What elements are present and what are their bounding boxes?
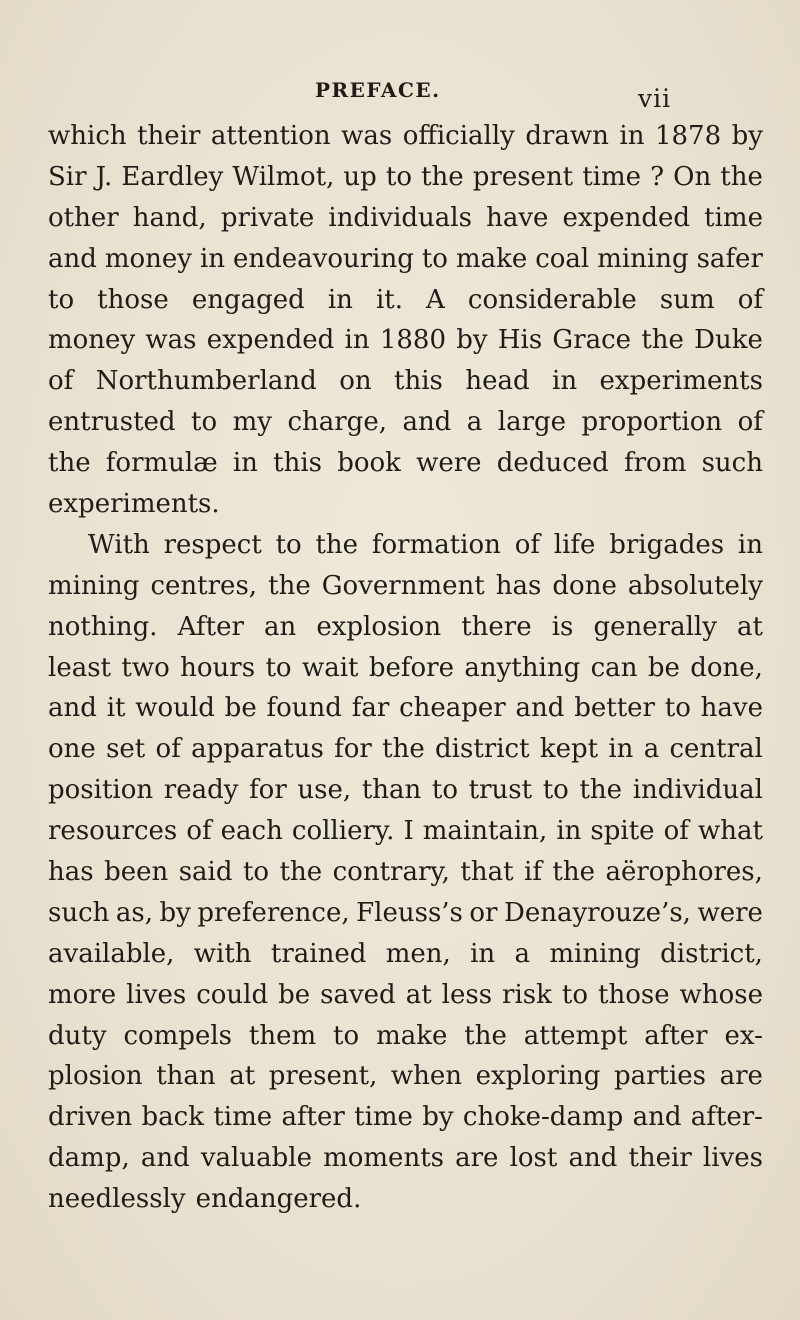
word: are xyxy=(455,1143,499,1174)
word: apparatus xyxy=(191,734,324,765)
word: other xyxy=(48,202,119,233)
word: expended xyxy=(206,325,335,356)
word: endeavouring xyxy=(233,243,414,274)
word: of xyxy=(155,734,181,765)
word: considerable xyxy=(467,284,637,315)
word: in xyxy=(327,284,353,315)
text-line xyxy=(48,525,763,566)
word: with xyxy=(193,938,252,969)
word: district, xyxy=(660,938,763,969)
word: be xyxy=(224,693,257,724)
word: those xyxy=(598,979,670,1010)
word: Sir xyxy=(48,161,87,192)
word: in xyxy=(556,816,582,847)
text-line xyxy=(48,116,763,157)
word: the xyxy=(579,775,623,806)
word: such xyxy=(48,897,110,928)
word: the xyxy=(464,1020,507,1051)
word: those xyxy=(97,284,169,315)
word: said xyxy=(178,857,233,888)
word: plosion xyxy=(48,1061,143,1092)
word: that xyxy=(460,857,514,888)
word: present xyxy=(472,161,574,192)
word: needlessly xyxy=(48,1184,186,1215)
word: on xyxy=(339,366,372,397)
word: endangered. xyxy=(195,1184,362,1215)
word: than xyxy=(156,1061,216,1092)
word: deduced xyxy=(496,448,609,479)
word: formulæ xyxy=(105,448,218,479)
word: ready xyxy=(163,775,239,806)
word: the xyxy=(268,570,311,601)
text-line xyxy=(48,443,763,484)
word: in xyxy=(199,243,226,274)
word: this xyxy=(273,448,322,479)
word: expended xyxy=(562,202,691,233)
word: one xyxy=(48,734,96,765)
text-line xyxy=(48,975,763,1016)
word: Fleuss’s xyxy=(356,897,463,928)
word: of xyxy=(737,407,763,438)
word: done, xyxy=(690,652,763,683)
word: Eardley xyxy=(121,161,224,192)
word: a xyxy=(643,734,660,765)
word: preference, xyxy=(197,897,350,928)
word: least xyxy=(48,652,111,683)
word: than xyxy=(361,775,422,806)
word: and xyxy=(48,693,97,724)
word: at xyxy=(405,979,432,1010)
word: set xyxy=(106,734,146,765)
word: the xyxy=(720,161,763,192)
word: central xyxy=(669,734,763,765)
word: be xyxy=(278,979,311,1010)
word: of xyxy=(186,816,212,847)
word: by xyxy=(422,1102,454,1133)
word: centres, xyxy=(150,570,258,601)
word: to xyxy=(191,407,218,438)
word: for xyxy=(334,734,372,765)
word: time xyxy=(704,202,763,233)
word: a xyxy=(514,938,531,969)
word: His xyxy=(497,325,543,356)
word: when xyxy=(390,1061,463,1092)
word: before xyxy=(368,652,454,683)
word: have xyxy=(700,693,763,724)
text-line xyxy=(48,770,763,811)
word: in xyxy=(737,529,763,560)
word: wait xyxy=(301,652,359,683)
word: money xyxy=(48,325,136,356)
word: officially xyxy=(402,121,515,151)
word: brigades xyxy=(609,529,725,560)
word: of xyxy=(663,816,689,847)
text-line xyxy=(48,852,763,893)
word: done xyxy=(552,570,617,601)
word: and xyxy=(632,1102,682,1133)
word: after xyxy=(281,1102,345,1133)
word: the xyxy=(48,448,91,479)
word: present, xyxy=(268,1061,378,1092)
word: to xyxy=(664,693,691,724)
word: available, xyxy=(48,938,175,969)
word: after xyxy=(644,1020,708,1051)
word: to xyxy=(542,775,569,806)
word: in xyxy=(344,325,370,356)
word: and xyxy=(48,243,97,274)
word: the xyxy=(315,529,359,560)
word: this xyxy=(394,366,443,397)
text-line xyxy=(48,934,763,975)
word: use, xyxy=(297,775,352,806)
word: time xyxy=(582,161,642,192)
word: them xyxy=(248,1020,317,1051)
word: duty xyxy=(48,1020,107,1051)
word: and xyxy=(515,693,565,724)
word: nothing. xyxy=(48,611,158,642)
word: maintain, xyxy=(422,816,548,847)
word: district xyxy=(435,734,530,765)
word: entrusted xyxy=(48,407,176,438)
word: at xyxy=(229,1061,256,1092)
word: their xyxy=(137,121,201,151)
word: individual xyxy=(632,775,763,806)
text-line xyxy=(48,688,763,729)
text-line xyxy=(48,198,763,239)
word: Grace xyxy=(552,325,632,356)
word: ex- xyxy=(724,1020,763,1051)
word: what xyxy=(697,816,763,847)
word: valuable xyxy=(200,1143,312,1174)
word: to xyxy=(421,243,448,274)
word: On xyxy=(673,161,712,192)
word: formation xyxy=(371,529,501,560)
word: by xyxy=(456,325,488,356)
word: was xyxy=(341,121,393,151)
word: in xyxy=(470,938,496,969)
word: sum xyxy=(659,284,715,315)
word: Denayrouze’s, xyxy=(503,897,691,928)
word: spite xyxy=(590,816,655,847)
word: the xyxy=(421,161,464,192)
word: been xyxy=(104,857,169,888)
word: position xyxy=(48,775,154,806)
text-line xyxy=(48,566,763,607)
text-line xyxy=(48,402,763,443)
word: the xyxy=(279,857,323,888)
text-line xyxy=(48,157,763,198)
word: safer xyxy=(696,243,763,274)
word: can xyxy=(590,652,638,683)
word: of xyxy=(48,366,74,397)
word: to xyxy=(48,284,75,315)
word: to xyxy=(431,775,459,806)
word: the xyxy=(552,857,596,888)
word: found xyxy=(266,693,342,724)
word: to xyxy=(561,979,588,1010)
word: make xyxy=(376,1020,448,1051)
word: engaged xyxy=(191,284,305,315)
word: be xyxy=(647,652,680,683)
word: which xyxy=(48,121,127,151)
body-text xyxy=(48,116,763,1220)
word: large xyxy=(497,407,567,438)
word: an xyxy=(264,611,297,642)
word: drawn xyxy=(525,121,609,151)
word: to xyxy=(265,652,292,683)
word: attention xyxy=(210,121,331,151)
word: individuals xyxy=(328,202,472,233)
word: and xyxy=(402,407,452,438)
word: Northumberland xyxy=(95,366,317,397)
text-line xyxy=(48,1097,763,1138)
text-line xyxy=(48,1138,763,1179)
word: experiments xyxy=(599,366,763,397)
word: is xyxy=(551,611,574,642)
word: compels xyxy=(123,1020,232,1051)
word: to xyxy=(385,161,412,192)
word: trust xyxy=(468,775,533,806)
word: would xyxy=(135,693,215,724)
word: were xyxy=(416,448,482,479)
word: in xyxy=(552,366,578,397)
word: and xyxy=(568,1143,618,1174)
word: has xyxy=(495,570,542,601)
word: to xyxy=(333,1020,360,1051)
text-line xyxy=(48,361,763,402)
running-title: PREFACE. xyxy=(315,78,441,102)
word: was xyxy=(145,325,197,356)
word: mining xyxy=(549,938,641,969)
text-line xyxy=(48,893,763,934)
word: to xyxy=(242,857,270,888)
word: ? xyxy=(650,161,665,192)
word: colliery. xyxy=(291,816,395,847)
word: 1878 xyxy=(654,121,722,151)
text-line xyxy=(48,607,763,648)
word: each xyxy=(220,816,283,847)
word: moments xyxy=(323,1143,444,1174)
text-line xyxy=(48,1016,763,1057)
word: the xyxy=(382,734,425,765)
word: time xyxy=(354,1102,413,1133)
word: far xyxy=(351,693,390,724)
running-head xyxy=(0,78,800,112)
word: hours xyxy=(180,652,256,683)
text-line xyxy=(48,811,763,852)
word: driven xyxy=(48,1102,133,1133)
word: from xyxy=(624,448,687,479)
word: make xyxy=(455,243,528,274)
text-line xyxy=(48,484,763,525)
word: have xyxy=(486,202,549,233)
word: attempt xyxy=(523,1020,628,1051)
word: the xyxy=(641,325,684,356)
word: to xyxy=(275,529,302,560)
word: lives xyxy=(702,1143,763,1174)
word: exploring xyxy=(475,1061,601,1092)
word: time xyxy=(213,1102,273,1133)
word: could xyxy=(196,979,269,1010)
word: cheaper xyxy=(399,693,506,724)
word: of xyxy=(514,529,540,560)
word: mining xyxy=(597,243,689,274)
word: such xyxy=(701,448,763,479)
word: charge, xyxy=(287,407,387,438)
text-line xyxy=(48,729,763,770)
word: in xyxy=(619,121,645,151)
word: damp, xyxy=(48,1143,130,1174)
word: by xyxy=(159,897,191,928)
word: With xyxy=(88,529,150,560)
word: A xyxy=(426,284,445,315)
word: two xyxy=(121,652,170,683)
word: for xyxy=(249,775,287,806)
word: whose xyxy=(679,979,763,1010)
word: absolutely xyxy=(627,570,763,601)
text-line xyxy=(48,1056,763,1097)
text-line xyxy=(48,239,763,280)
word: a xyxy=(466,407,483,438)
word: head xyxy=(465,366,530,397)
word: Government xyxy=(321,570,485,601)
word: it. xyxy=(375,284,403,315)
text-line xyxy=(48,1179,763,1220)
word: Duke xyxy=(694,325,763,356)
word: kept xyxy=(539,734,599,765)
word: coal xyxy=(535,243,590,274)
text-line xyxy=(48,648,763,689)
page-number: vii xyxy=(638,84,672,113)
text-line xyxy=(48,320,763,361)
word: mining xyxy=(48,570,140,601)
word: 1880 xyxy=(379,325,446,356)
word: of xyxy=(737,284,763,315)
word: after- xyxy=(690,1102,763,1133)
word: book xyxy=(337,448,401,479)
word: are xyxy=(719,1061,763,1092)
word: better xyxy=(574,693,655,724)
word: it xyxy=(106,693,126,724)
word: saved xyxy=(320,979,396,1010)
word: if xyxy=(524,857,542,888)
word: as, xyxy=(115,897,154,928)
word: resources xyxy=(48,816,178,847)
word: private xyxy=(220,202,315,233)
word: my xyxy=(232,407,272,438)
word: men, xyxy=(385,938,451,969)
word: lost xyxy=(509,1143,558,1174)
word: hand, xyxy=(132,202,207,233)
text-line xyxy=(48,280,763,321)
word: life xyxy=(553,529,596,560)
word: has xyxy=(48,857,94,888)
word: After xyxy=(177,611,244,642)
word: anything xyxy=(464,652,581,683)
word: or xyxy=(469,897,498,928)
word: choke-damp xyxy=(462,1102,624,1133)
word: were xyxy=(697,897,763,928)
word: up xyxy=(343,161,377,192)
word: generally xyxy=(593,611,717,642)
word: money xyxy=(104,243,192,274)
word: explosion xyxy=(316,611,442,642)
word: respect xyxy=(163,529,262,560)
word: trained xyxy=(270,938,367,969)
word: less xyxy=(441,979,493,1010)
word: aërophores, xyxy=(605,857,763,888)
word: by xyxy=(731,121,763,151)
word: experiments. xyxy=(48,489,220,520)
word: in xyxy=(232,448,258,479)
word: J. xyxy=(95,161,113,192)
word: risk xyxy=(502,979,552,1010)
word: parties xyxy=(613,1061,707,1092)
word: lives xyxy=(126,979,187,1010)
word: Wilmot, xyxy=(232,161,335,192)
word: I xyxy=(403,816,414,847)
word: at xyxy=(737,611,763,642)
word: back xyxy=(141,1102,204,1133)
word: and xyxy=(140,1143,190,1174)
word: in xyxy=(608,734,634,765)
word: their xyxy=(628,1143,692,1174)
word: contrary, xyxy=(332,857,450,888)
word: there xyxy=(461,611,532,642)
word: proportion xyxy=(581,407,723,438)
word: more xyxy=(48,979,117,1010)
